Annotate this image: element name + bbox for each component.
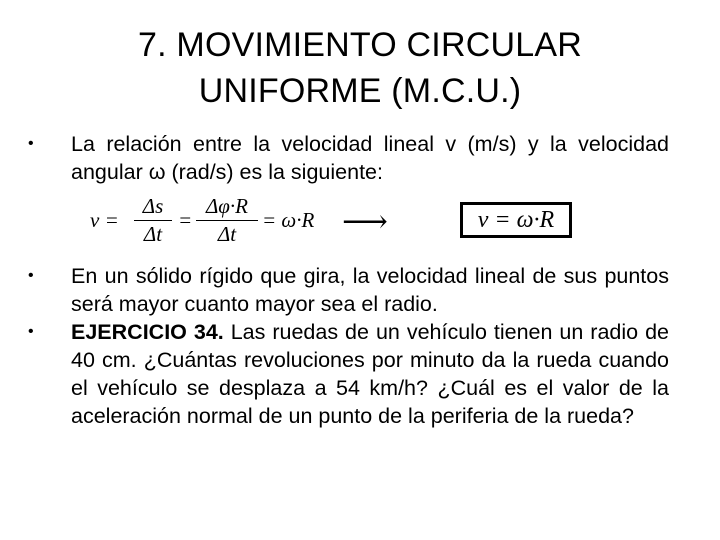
bullet-text bbox=[71, 318, 669, 430]
formula-rhs: = ω·R bbox=[262, 208, 315, 232]
exercise-text: Las ruedas de un vehículo tienen un radio de 40 cm. ¿Cuántas revoluciones por minuto da la rueda cuando el vehículo se desplaza a 54 km/h? ¿Cuál es el valor de la aceleración normal de un punto de la periferia de la rueda? bbox=[71, 320, 669, 428]
boxed-formula: v = ω·R bbox=[460, 202, 572, 238]
formula-equals: = bbox=[178, 208, 193, 232]
formula-lhs: v = bbox=[90, 208, 119, 232]
formula-frac2-numerator: Δφ·R bbox=[205, 194, 249, 218]
formula-frac1-denominator: Δt bbox=[143, 222, 163, 246]
bullet-dot: • bbox=[28, 323, 34, 340]
velocity-formula bbox=[90, 192, 590, 250]
bullet-dot: • bbox=[28, 135, 34, 152]
exercise-label: EJERCICIO 34. bbox=[71, 320, 224, 344]
slide-title bbox=[60, 22, 660, 114]
arrow-icon: ⟶ bbox=[342, 203, 388, 239]
bullet-text: La relación entre la velocidad lineal v (m/s) y la velocidad angular ω (rad/s) es la siguiente: bbox=[71, 132, 669, 184]
formula-frac1-numerator: Δs bbox=[142, 194, 164, 218]
bullet-dot: • bbox=[28, 267, 34, 284]
bullet-text: En un sólido rígido que gira, la velocidad lineal de sus puntos será mayor cuanto mayor sea el radio. bbox=[71, 264, 669, 316]
title-line-1: 7. MOVIMIENTO CIRCULAR bbox=[138, 26, 582, 64]
formula-frac2-denominator: Δt bbox=[217, 222, 237, 246]
title-line-2: UNIFORME (M.C.U.) bbox=[198, 72, 522, 110]
